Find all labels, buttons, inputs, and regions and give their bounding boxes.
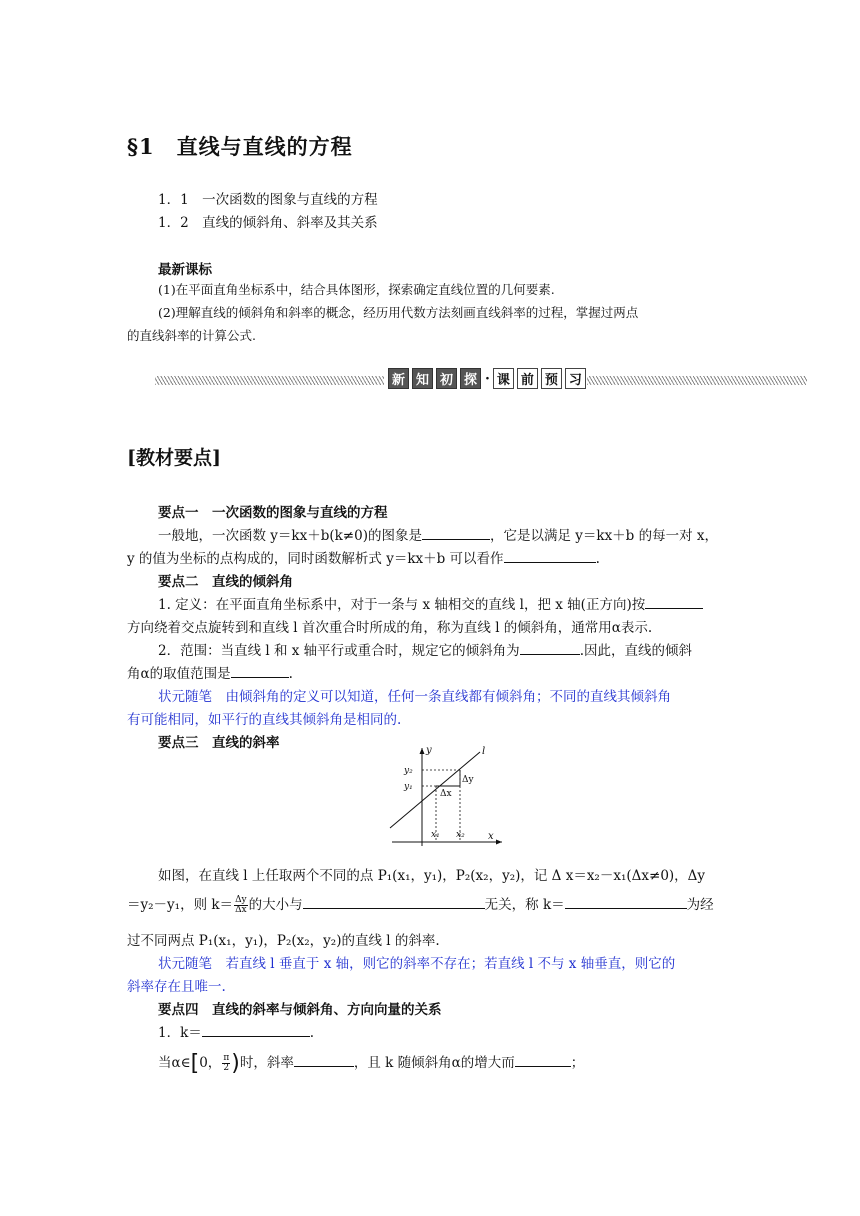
- point4-heading: 要点四 直线的斜率与倾斜角、方向向量的关系: [158, 1002, 442, 1018]
- point2-range-line-2: [127, 662, 293, 682]
- standards-item-2-line-1: (2)理解直线的倾斜角和斜率的概念，经历用代数方法刻画直线斜率的过程，掌握过两点: [158, 305, 639, 320]
- subsection-1: 1．1 一次函数的图象与直线的方程: [158, 192, 378, 208]
- y-axis-label: y: [426, 745, 432, 756]
- fraction-denominator: Δx: [235, 905, 247, 915]
- point3-para-line-1: 如图，在直线 l 上任取两个不同的点 P₁(x₁，y₁)，P₂(x₂，y₂)，记 Δ x＝x₂－x₁(Δx≠0)，Δy: [158, 868, 706, 884]
- banner-dot: ·: [485, 370, 490, 387]
- banner-char: 前: [517, 368, 538, 389]
- delta-y-label: Δy: [462, 775, 474, 785]
- text: y 的值为坐标的点构成的，同时函数解析式 y＝kx＋b 可以看作: [127, 551, 504, 567]
- point2-note-line-2: 有可能相同，如平行的直线其倾斜角是相同的.: [127, 712, 402, 728]
- text: .因此，直线的倾斜: [579, 643, 692, 659]
- section-number: §1: [127, 134, 155, 159]
- text: 0，: [199, 1055, 222, 1071]
- point2-definition-line-1: [158, 593, 703, 613]
- fill-blank: [202, 1023, 310, 1037]
- text: 2．范围：当直线 l 和 x 轴平行或重合时，规定它的倾斜角为: [158, 643, 520, 659]
- slope-figure: [384, 744, 510, 848]
- standards-heading: 最新课标: [158, 262, 212, 278]
- fill-blank: [294, 1053, 354, 1067]
- fill-blank: [515, 1053, 571, 1067]
- fill-blank: [422, 526, 490, 540]
- fill-blank: [504, 549, 596, 563]
- text: ；: [570, 1055, 585, 1071]
- fraction-dy-dx: [234, 896, 248, 915]
- textbook-points-heading: [教材要点]: [127, 447, 221, 469]
- banner-hatch-left: [155, 376, 384, 385]
- text: ，且 k 随倾斜角α的增大而: [353, 1055, 515, 1071]
- banner-char: 知: [412, 368, 433, 389]
- page-title: [127, 131, 353, 161]
- text: 无关，称 k＝: [484, 897, 565, 913]
- line-label: l: [482, 746, 486, 757]
- section-title: 直线与直线的方程: [176, 134, 353, 159]
- banner-label: [388, 368, 589, 389]
- fraction-numerator: Δy: [235, 895, 247, 905]
- banner-char: 预: [541, 368, 562, 389]
- text: .: [595, 551, 600, 567]
- x-axis-label: x: [488, 831, 494, 842]
- x-axis-arrow: [496, 840, 502, 845]
- text: 为经: [686, 897, 714, 913]
- text: .: [309, 1025, 315, 1041]
- point4-k-line: [158, 1021, 314, 1041]
- standards-item-2-line-2: 的直线斜率的计算公式.: [127, 328, 256, 343]
- fraction-numerator: π: [223, 1053, 230, 1063]
- point2-range-line-1: [158, 639, 692, 659]
- banner-char: 习: [565, 368, 586, 389]
- text: 角α的取值范围是: [127, 666, 231, 682]
- text: .: [288, 666, 293, 682]
- y-axis-arrow: [420, 748, 425, 754]
- section-banner: [155, 367, 807, 393]
- banner-char: 课: [493, 368, 514, 389]
- fill-blank: [231, 664, 289, 678]
- text: ，它是以满足 y＝kx＋b 的每一对 x，: [489, 528, 719, 544]
- text: 1．k＝: [158, 1025, 202, 1041]
- text: 1. 定义：在平面直角坐标系中，对于一条与 x 轴相交的直线 l，把 x 轴(正方向)按: [158, 597, 646, 613]
- banner-char: 新: [388, 368, 409, 389]
- point4-range-line: [158, 1051, 584, 1076]
- standards-item-1: (1)在平面直角坐标系中，结合具体图形，探索确定直线位置的几何要素.: [158, 282, 555, 297]
- interval-left-bracket: [: [190, 1051, 200, 1076]
- fraction-pi-over-2: [222, 1054, 230, 1073]
- point1-line-2: [127, 547, 600, 567]
- text: 当α∈: [158, 1055, 191, 1071]
- text: 一般地，一次函数 y＝kx＋b(k≠0)的图象是: [158, 528, 422, 544]
- subsection-2: 1．2 直线的倾斜角、斜率及其关系: [158, 215, 378, 231]
- point2-definition-line-2: 方向绕着交点旋转到和直线 l 首次重合时所成的角，称为直线 l 的倾斜角，通常用α表示.: [127, 620, 653, 636]
- x2-label: x₂: [456, 830, 465, 840]
- text: 的大小与: [248, 897, 303, 913]
- fill-blank: [303, 895, 485, 909]
- delta-x-label: Δx: [440, 789, 452, 799]
- point1-heading: 要点一 一次函数的图象与直线的方程: [158, 505, 388, 521]
- banner-char: 探: [460, 368, 481, 389]
- point2-note-line-1: 状元随笔 由倾斜角的定义可以知道，任何一条直线都有倾斜角；不同的直线其倾斜角: [158, 689, 671, 705]
- point3-heading: 要点三 直线的斜率: [158, 735, 280, 751]
- x1-label: x₁: [431, 830, 440, 840]
- y1-label: y₁: [404, 782, 413, 792]
- banner-char: 初: [436, 368, 457, 389]
- text: 时，斜率: [239, 1055, 294, 1071]
- point1-line-1: [158, 524, 718, 544]
- point3-para-line-2: [127, 893, 714, 915]
- fill-blank: [645, 595, 703, 609]
- point3-note-line-1: 状元随笔 若直线 l 垂直于 x 轴，则它的斜率不存在；若直线 l 不与 x 轴垂直，则它的: [158, 956, 676, 972]
- fill-blank: [565, 895, 687, 909]
- text: ＝y₂－y₁，则 k＝: [127, 897, 234, 913]
- point2-heading: 要点二 直线的倾斜角: [158, 574, 293, 590]
- y2-label: y₂: [404, 766, 413, 776]
- banner-hatch-right: [587, 376, 807, 385]
- point3-para-line-3: 过不同两点 P₁(x₁，y₁)，P₂(x₂，y₂)的直线 l 的斜率.: [127, 933, 440, 949]
- point3-note-line-2: 斜率存在且唯一.: [127, 979, 226, 995]
- fill-blank: [520, 641, 580, 655]
- interval-right-paren: ): [231, 1051, 240, 1076]
- fraction-denominator: 2: [223, 1063, 230, 1073]
